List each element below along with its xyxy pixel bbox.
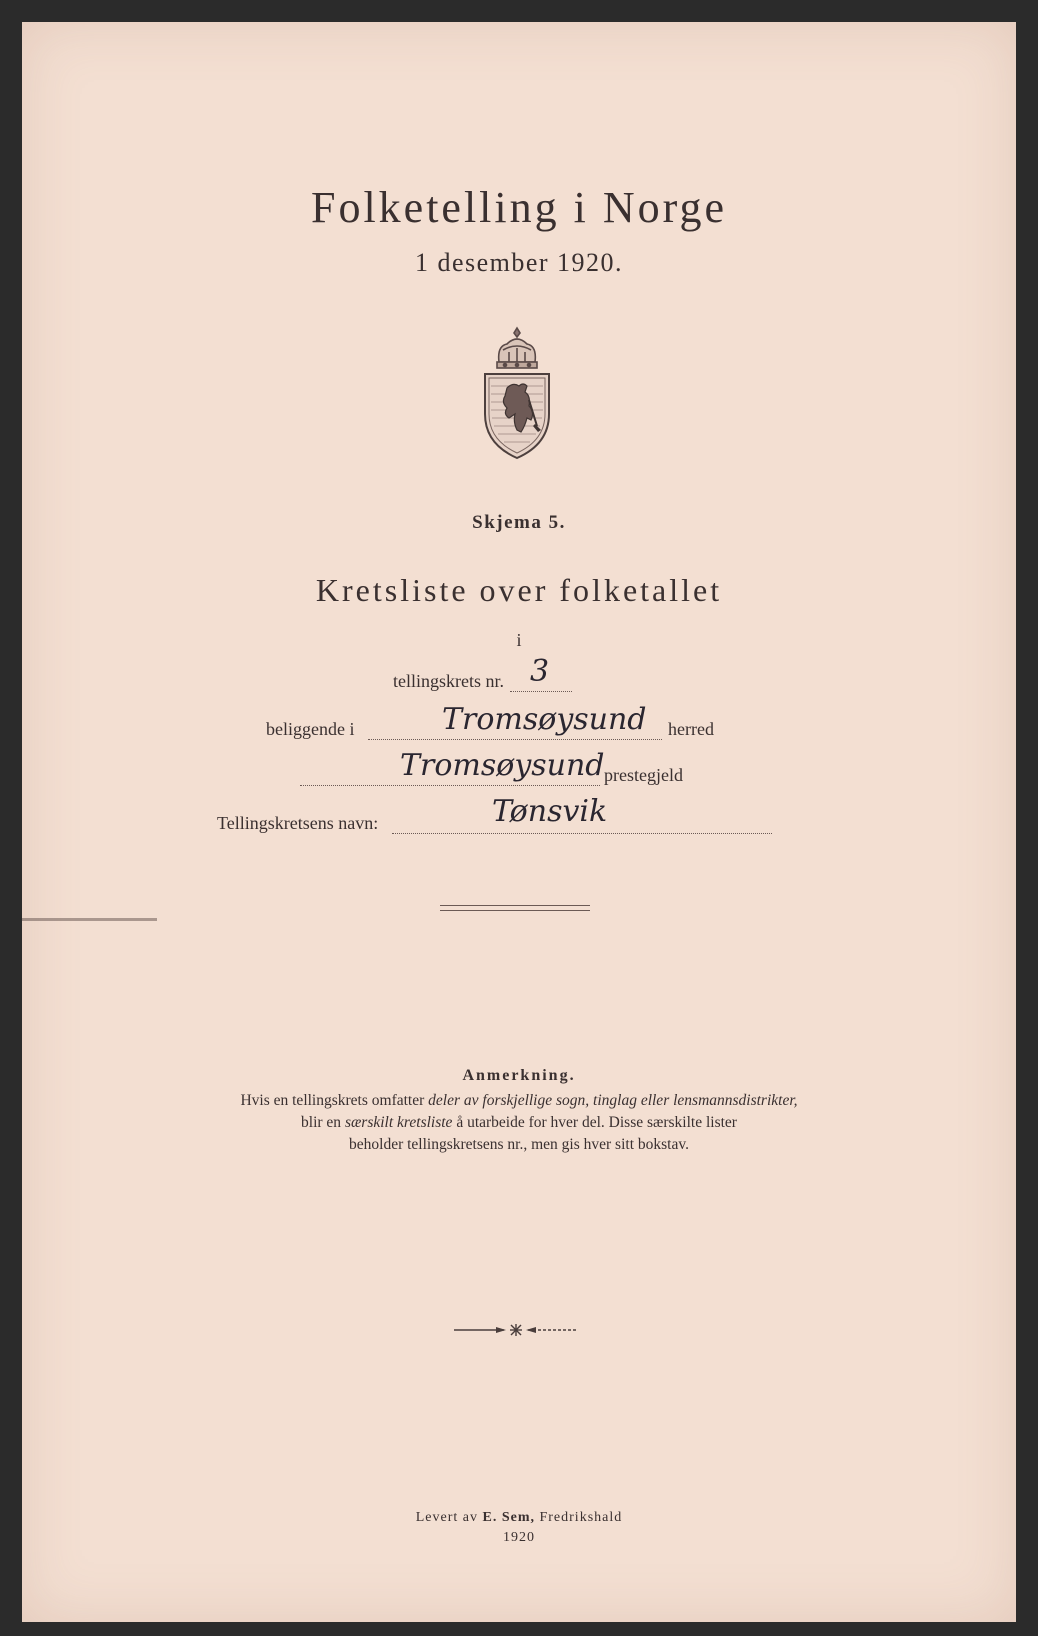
page-crease (22, 918, 157, 921)
section-divider (440, 905, 590, 911)
printer-credit (22, 1510, 1016, 1526)
remark-line-1-text: Hvis en tellingskrets omfatter (240, 1092, 429, 1109)
krets-number-row (22, 654, 1016, 696)
remark-line-2-italic: særskilt kretsliste (344, 1114, 453, 1131)
krets-name-label: Tellingskretsens navn: (217, 813, 379, 833)
remark-line-3: beholder tellingskretsens nr., men gis hver sitt bokstav. (349, 1136, 689, 1153)
census-date: 1 desember 1920. (414, 248, 624, 277)
printer-year: 1920 (503, 1530, 535, 1545)
prestegjeld-suffix-label: prestegjeld (604, 765, 683, 785)
herred-prefix-label: beliggende i (266, 719, 355, 739)
remark-line-2 (22, 1112, 1016, 1133)
herred-row (22, 702, 1016, 744)
prestegjeld-dotted-line (300, 784, 600, 786)
krets-name-dotted-line (392, 832, 772, 834)
printer-place: Fredrikshald (534, 1510, 623, 1525)
prestegjeld-row (22, 748, 1016, 790)
krets-number-label: tellingskrets nr. (393, 671, 504, 691)
remark-line-2-text-c: å utarbeide for hver del. Disse særskilte lister (452, 1114, 737, 1131)
herred-suffix-label: herred (668, 719, 714, 739)
herred-value[interactable]: Tromsøysund (442, 702, 647, 737)
form-title: Folketelling i Norge (310, 183, 728, 232)
krets-name-value[interactable]: Tønsvik (492, 794, 608, 829)
krets-number-value[interactable]: 3 (530, 654, 550, 689)
remark-line-1 (22, 1090, 1016, 1111)
census-form-page (22, 22, 1016, 1622)
prestegjeld-value[interactable]: Tromsøysund (400, 748, 605, 783)
norway-coat-of-arms-icon (477, 322, 557, 462)
ornament-divider-icon (452, 1322, 582, 1338)
printer-prefix: Levert av (415, 1510, 483, 1525)
connector-word: i (516, 630, 522, 650)
herred-dotted-line (368, 738, 662, 740)
remark-line-2-text-a: blir en (301, 1114, 345, 1131)
schema-number: Skjema 5. (472, 512, 566, 533)
form-subtitle: Kretsliste over folketallet (315, 572, 723, 608)
remark-line-1-italic: deler av forskjellige sogn, tinglag eller lensmannsdistrikter, (428, 1092, 798, 1109)
printer-name: E. Sem, (482, 1510, 535, 1525)
krets-number-dotted-line (510, 690, 572, 692)
remark-heading: Anmerkning. (462, 1067, 576, 1084)
krets-name-row (22, 794, 1016, 838)
